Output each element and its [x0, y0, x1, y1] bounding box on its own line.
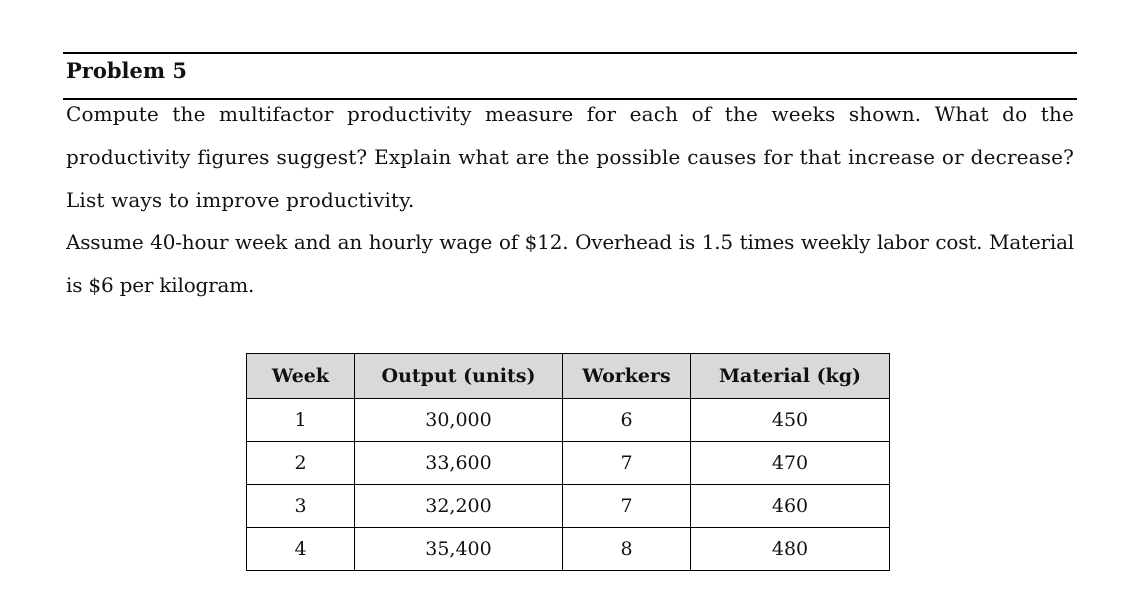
cell-material: 460	[691, 485, 890, 528]
problem-title: Problem 5	[66, 58, 188, 83]
table-header-row	[247, 354, 890, 399]
productivity-table	[246, 353, 890, 571]
header-workers: Workers	[563, 354, 691, 399]
cell-workers: 7	[563, 442, 691, 485]
cell-workers: 6	[563, 399, 691, 442]
table-row	[247, 485, 890, 528]
cell-output: 32,200	[355, 485, 563, 528]
cell-material: 470	[691, 442, 890, 485]
cell-week: 4	[247, 528, 355, 571]
cell-week: 3	[247, 485, 355, 528]
table-row	[247, 528, 890, 571]
header-material: Material (kg)	[691, 354, 890, 399]
cell-output: 33,600	[355, 442, 563, 485]
cell-material: 480	[691, 528, 890, 571]
cell-material: 450	[691, 399, 890, 442]
header-output: Output (units)	[355, 354, 563, 399]
table-row	[247, 399, 890, 442]
cell-week: 2	[247, 442, 355, 485]
cell-output: 35,400	[355, 528, 563, 571]
top-rule	[63, 52, 1077, 54]
cell-week: 1	[247, 399, 355, 442]
cell-workers: 7	[563, 485, 691, 528]
problem-assumptions: Assume 40-hour week and an hourly wage of $12. Overhead is 1.5 times weekly labor cost. Material is $6 per kilogram.	[66, 230, 1074, 297]
problem-instructions: Compute the multifactor productivity measure for each of the weeks shown. What do the productivity figures suggest? Explain what are the possible causes for that increase or decrease? List ways to improve productivity.	[66, 102, 1074, 212]
header-week: Week	[247, 354, 355, 399]
cell-output: 30,000	[355, 399, 563, 442]
table-row	[247, 442, 890, 485]
cell-workers: 8	[563, 528, 691, 571]
